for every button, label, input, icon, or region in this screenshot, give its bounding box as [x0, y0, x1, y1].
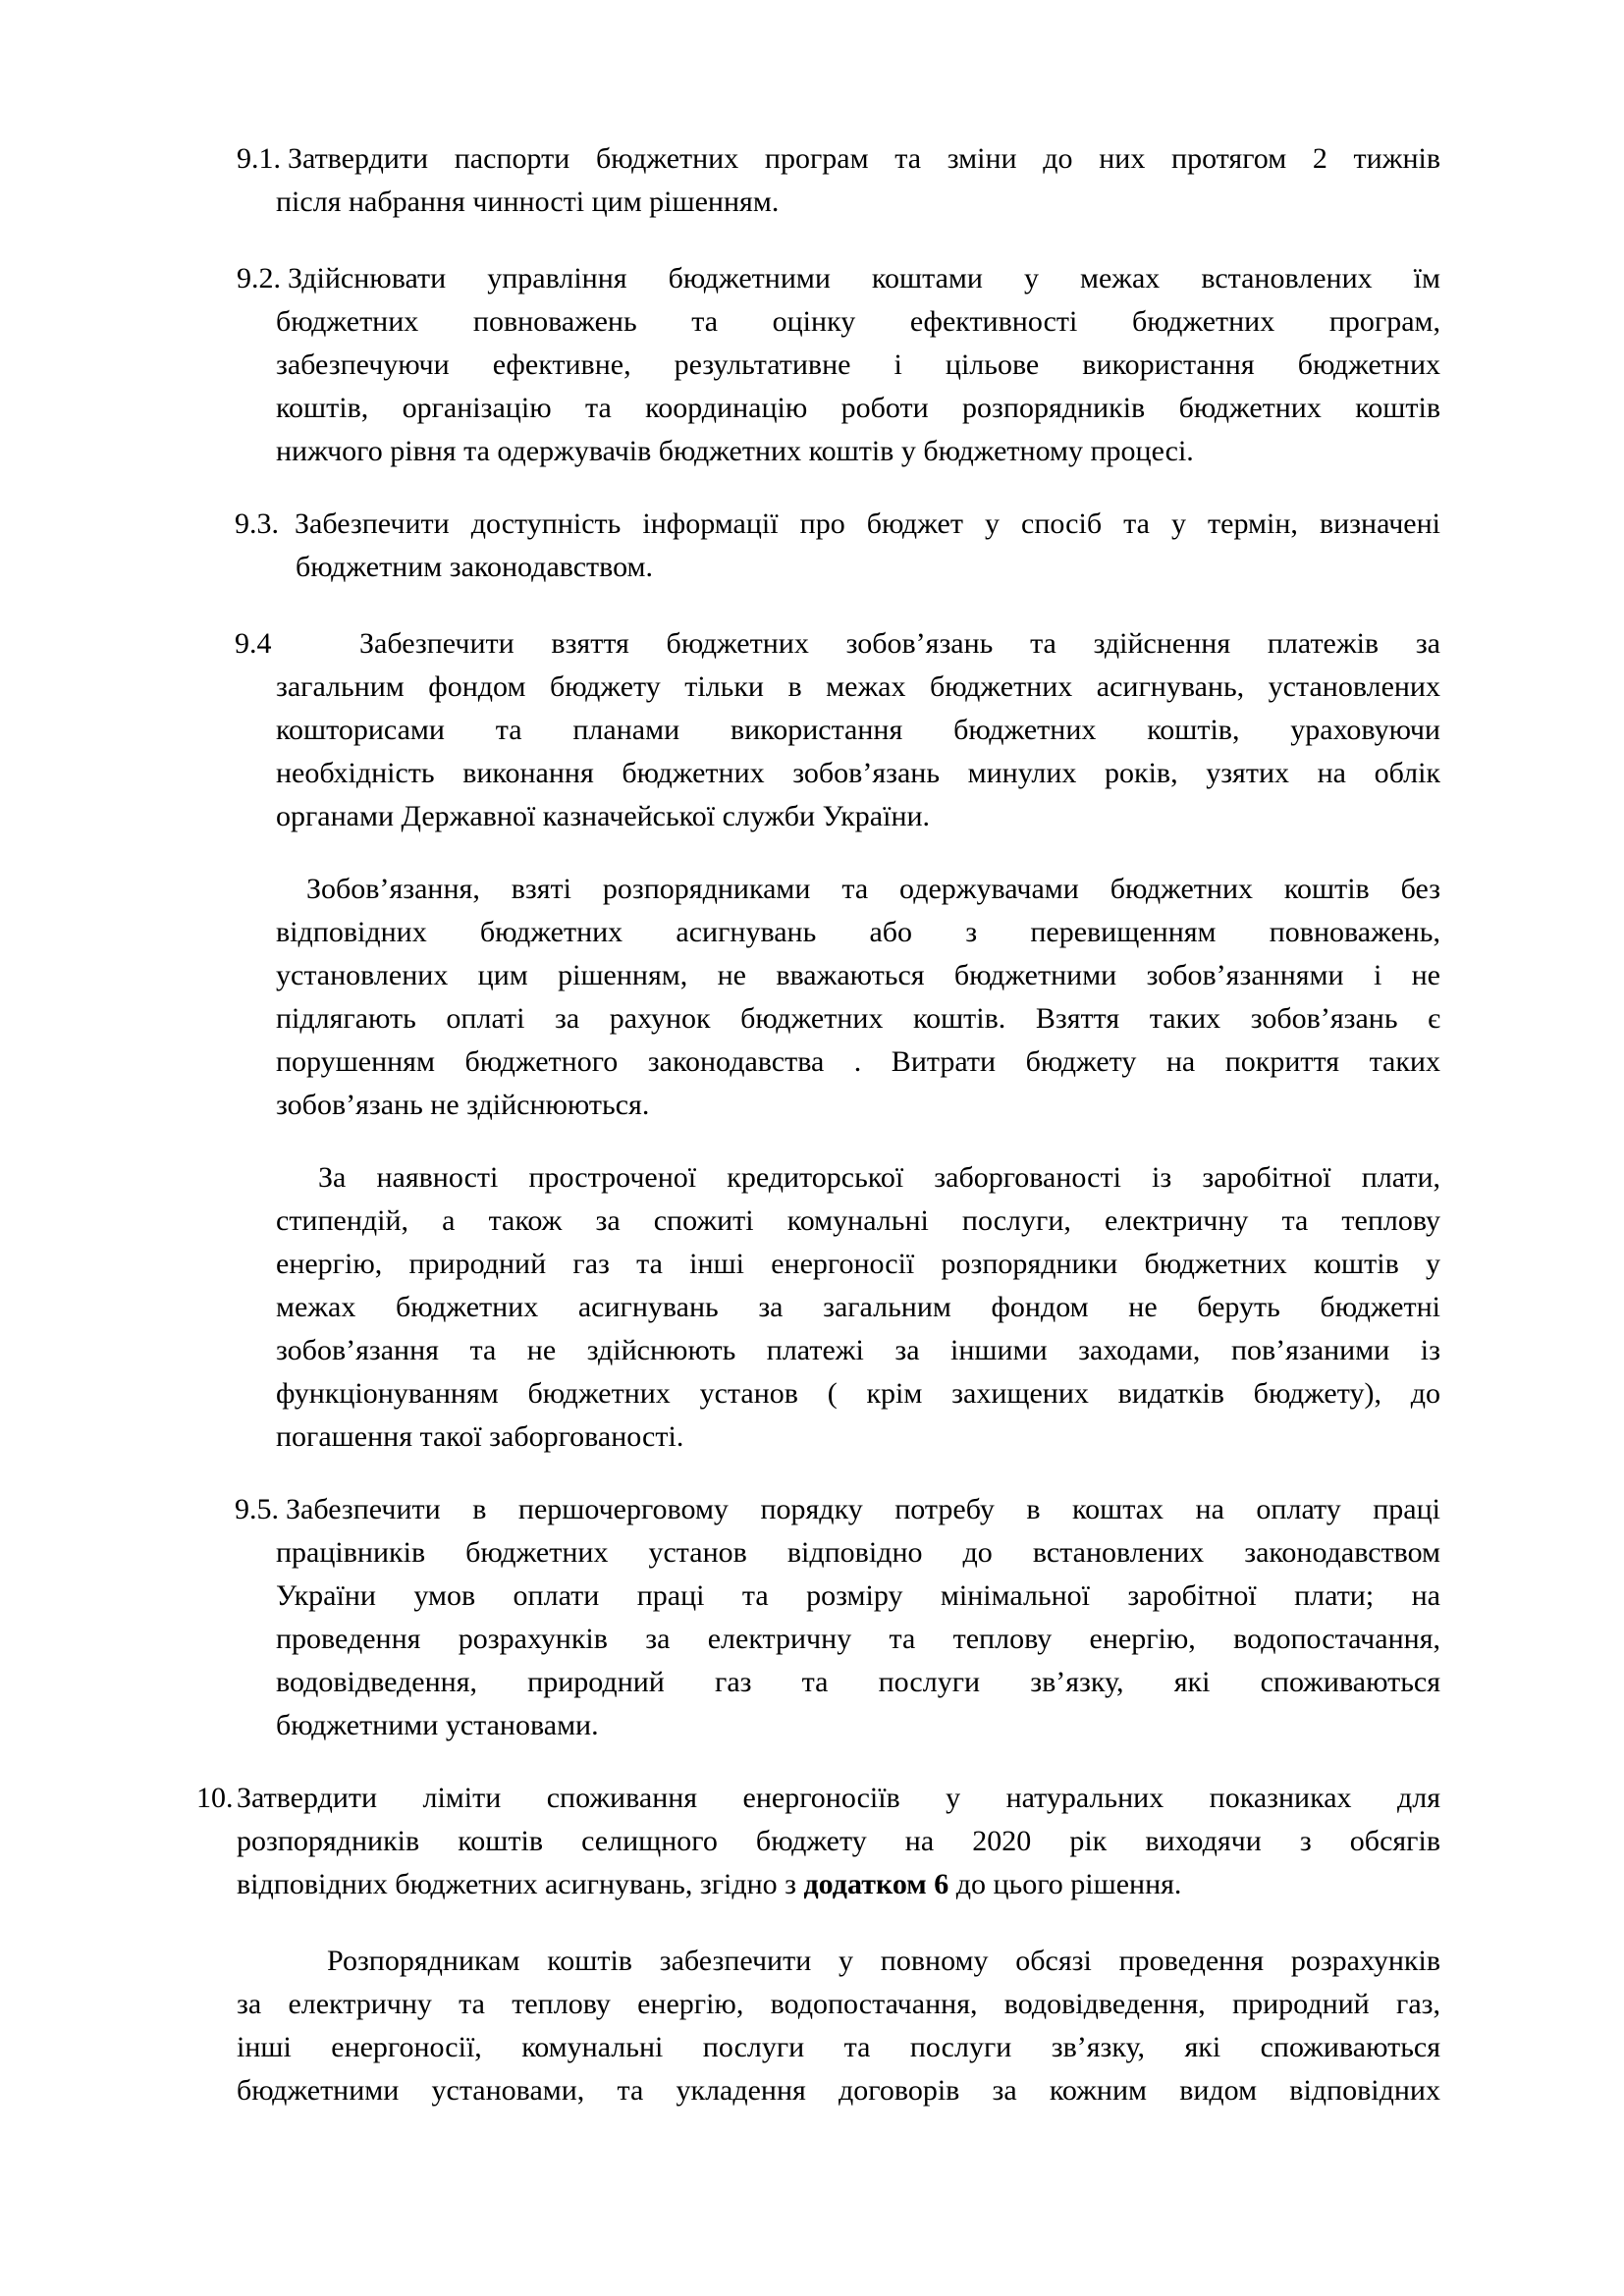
paragraph-obligations-rest — [276, 911, 1440, 1127]
text-line: бюджетних повноважень та оцінку ефективності бюджетних програм, — [276, 305, 1440, 338]
paragraph-10-rest — [237, 1820, 1440, 1906]
paragraph-arrears-first-line — [318, 1156, 1440, 1200]
paragraph-9-2-first-line — [288, 257, 1440, 300]
text-line — [237, 1863, 1440, 1906]
item-number: 9.4 — [235, 627, 272, 660]
text-line: необхідність виконання бюджетних зобов’язань минулих років, узятих на облік — [276, 757, 1440, 789]
paragraph-9-2-rest — [276, 300, 1440, 473]
text-line: межах бюджетних асигнувань за загальним фондом не беруть бюджетні — [276, 1291, 1440, 1323]
paragraph-9-1-first-line — [288, 137, 1440, 181]
text-line: працівників бюджетних установ відповідно до встановлених законодавством — [276, 1536, 1440, 1569]
paragraph-9-3-first-line — [295, 503, 1440, 546]
item-number: 9.1. — [237, 142, 281, 175]
text-line: Здійснювати управління бюджетними коштами у межах встановлених їм — [288, 262, 1440, 294]
text-line: забезпечуючи ефективне, результативне і цільове використання бюджетних — [276, 348, 1440, 381]
item-number: 10. — [196, 1782, 234, 1814]
text-line: бюджетними установами. — [276, 1709, 599, 1741]
text-line: зобов’язань не здійснюються. — [276, 1089, 650, 1121]
text-line: функціонуванням бюджетних установ ( крім захищених видатків бюджету), до — [276, 1377, 1440, 1410]
text-line: Затвердити паспорти бюджетних програм та зміни до них протягом 2 тижнів — [288, 142, 1440, 175]
text-line: бюджетним законодавством. — [296, 551, 654, 583]
text-line: розпорядників коштів селищного бюджету на 2020 рік виходячи з обсягів — [237, 1825, 1440, 1857]
paragraph-9-5-rest — [276, 1531, 1440, 1747]
text-line: установлених цим рішенням, не вважаються бюджетними зобов’язаннями і не — [276, 959, 1440, 991]
text-segment: відповідних бюджетних асигнувань, згідно з — [237, 1868, 804, 1900]
paragraph-9-4-first-line — [359, 622, 1440, 666]
text-line: загальним фондом бюджету тільки в межах бюджетних асигнувань, установлених — [276, 670, 1440, 703]
paragraph-obligations-first-line — [306, 868, 1440, 911]
text-line: Забезпечити в першочерговому порядку потребу в коштах на оплату праці — [286, 1493, 1440, 1525]
paragraph-9-3-rest — [296, 546, 1440, 589]
text-line: Затвердити ліміти споживання енергоносіїв у натуральних показниках для — [237, 1782, 1440, 1814]
text-line: підлягають оплаті за рахунок бюджетних коштів. Взяття таких зобов’язань є — [276, 1002, 1440, 1035]
text-line: водовідведення, природний газ та послуги зв’язку, які споживаються — [276, 1666, 1440, 1698]
text-line: Зобов’язання, взяті розпорядниками та одержувачами бюджетних коштів без — [306, 873, 1440, 905]
paragraph-arrears-rest — [276, 1200, 1440, 1459]
text-line: Розпорядникам коштів забезпечити у повному обсязі проведення розрахунків — [327, 1945, 1440, 1977]
text-line: відповідних бюджетних асигнувань або з перевищенням повноважень, — [276, 916, 1440, 948]
paragraph-9-1-rest — [276, 181, 1440, 224]
text-line: інші енергоносії, комунальні послуги та послуги зв’язку, які споживаються — [237, 2031, 1440, 2063]
text-line: органами Державної казначейської служби України. — [276, 800, 931, 832]
text-line: За наявності простроченої кредиторської заборгованості із заробітної плати, — [318, 1161, 1440, 1194]
text-segment: до цього рішення. — [948, 1868, 1182, 1900]
text-line: погашення такої заборгованості. — [276, 1420, 684, 1453]
item-number: 9.3. — [235, 507, 287, 540]
paragraph-final-rest — [237, 1983, 1440, 2112]
paragraph-10-first-line — [237, 1777, 1440, 1820]
item-number: 9.2. — [237, 262, 281, 294]
text-line: Забезпечити доступність інформації про бюджет у спосіб та у термін, визначені — [295, 507, 1440, 540]
annex-reference: додатком 6 — [803, 1868, 949, 1900]
text-line: зобов’язання та не здійснюють платежі за іншими заходами, пов’язаними із — [276, 1334, 1440, 1366]
text-line: за електричну та теплову енергію, водопостачання, водовідведення, природний газ, — [237, 1988, 1440, 2020]
text-line: проведення розрахунків за електричну та теплову енергію, водопостачання, — [276, 1623, 1440, 1655]
text-line: бюджетними установами, та укладення договорів за кожним видом відповідних — [237, 2074, 1440, 2107]
text-line: порушенням бюджетного законодавства . Витрати бюджету на покриття таких — [276, 1045, 1440, 1078]
item-number: 9.5. — [235, 1493, 279, 1525]
text-line: коштів, організацію та координацію роботи розпорядників бюджетних коштів — [276, 392, 1440, 424]
text-line: нижчого рівня та одержувачів бюджетних коштів у бюджетному процесі. — [276, 435, 1194, 467]
text-line: Забезпечити взяття бюджетних зобов’язань та здійснення платежів за — [359, 627, 1440, 660]
text-line: після набрання чинності цим рішенням. — [276, 186, 780, 218]
text-line: стипендій, а також за спожиті комунальні послуги, електричну та теплову — [276, 1204, 1440, 1237]
text-line: енергію, природний газ та інші енергоносії розпорядники бюджетних коштів у — [276, 1248, 1440, 1280]
paragraph-final-first-line — [327, 1940, 1440, 1983]
paragraph-9-5-first-line — [286, 1488, 1440, 1531]
text-line: України умов оплати праці та розміру мінімальної заробітної плати; на — [276, 1579, 1440, 1612]
paragraph-9-4-rest — [276, 666, 1440, 838]
text-line: кошторисами та планами використання бюджетних коштів, ураховуючи — [276, 714, 1440, 746]
